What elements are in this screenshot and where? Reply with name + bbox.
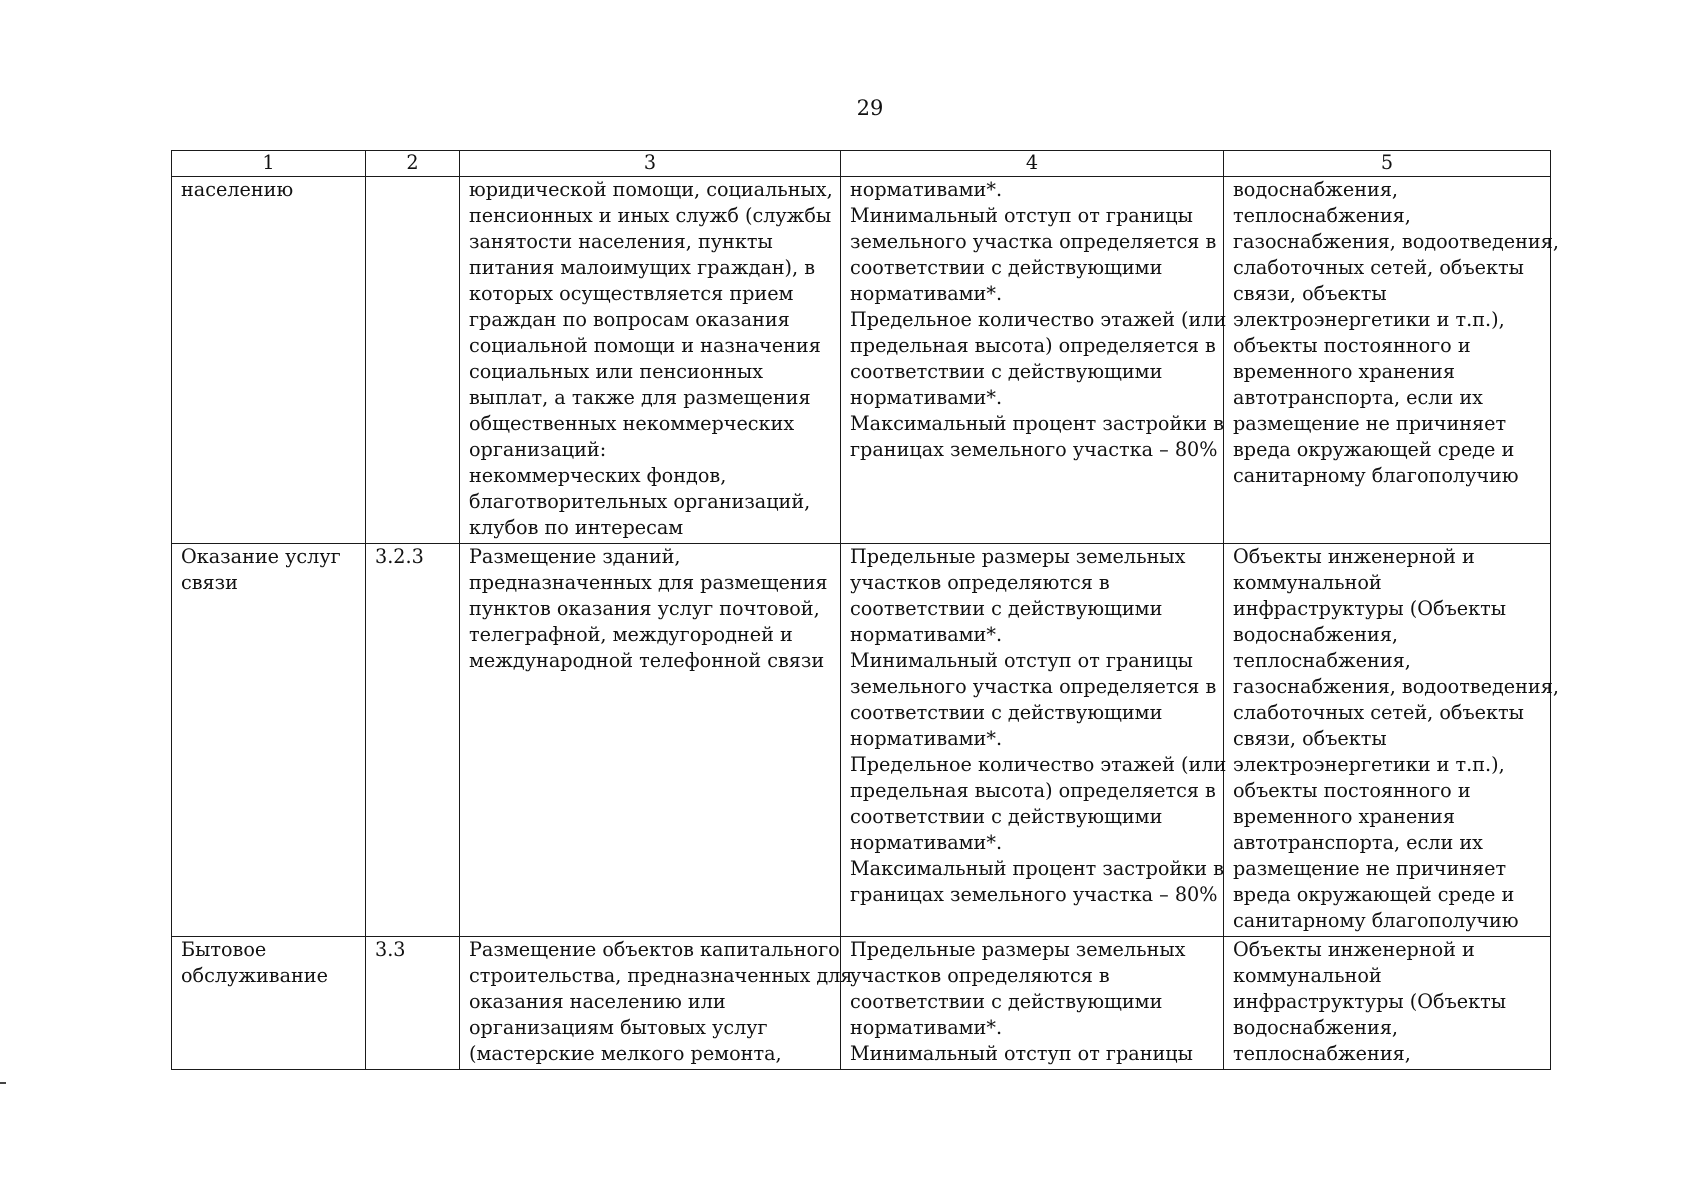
cell-text-line: предельная высота) определяется в <box>850 334 1216 357</box>
cell-text-line: питания малоимущих граждан), в <box>469 256 816 279</box>
cell-text-line: земельного участка определяется в <box>850 675 1217 698</box>
cell-text-line: инфраструктуры (Объекты <box>1233 597 1507 620</box>
cell-land-use-type <box>172 937 366 1070</box>
cell-text-line: пунктов оказания услуг почтовой, <box>469 597 820 620</box>
cell-text-line: Объекты инженерной и <box>1233 938 1475 961</box>
cell-text-line: организаций: <box>469 438 607 461</box>
page-number: 29 <box>856 96 884 120</box>
cell-text-line: 3.2.3 <box>375 545 424 568</box>
cell-text-line: организациям бытовых услуг <box>469 1016 768 1039</box>
cell-text-line: Минимальный отступ от границы <box>850 649 1193 672</box>
cell-code <box>366 544 460 937</box>
cell-text-line: временного хранения <box>1233 805 1455 828</box>
cell-text-line: санитарному благополучию <box>1233 909 1519 932</box>
cell-text-line: теплоснабжения, <box>1233 649 1411 672</box>
cell-text-line: обслуживание <box>181 964 328 987</box>
cell-text-line: Размещение зданий, <box>469 545 681 568</box>
cell-text-line: Минимальный отступ от границы <box>850 204 1193 227</box>
cell-text-line: Оказание услуг <box>181 545 341 568</box>
cell-text-line: санитарному благополучию <box>1233 464 1519 487</box>
cell-text-line: автотранспорта, если их <box>1233 831 1483 854</box>
cell-text-line: клубов по интересам <box>469 516 684 539</box>
cell-text-line: нормативами*. <box>850 386 1003 409</box>
cell-text-line: водоснабжения, <box>1233 178 1399 201</box>
cell-text-line: благотворительных организаций, <box>469 490 811 513</box>
cell-text-line: предельная высота) определяется в <box>850 779 1216 802</box>
cell-description <box>460 177 841 544</box>
cell-text-line: связи <box>181 571 238 594</box>
cell-text-line: Максимальный процент застройки в <box>850 412 1224 435</box>
cell-text-line: социальных или пенсионных <box>469 360 764 383</box>
cell-text-line: нормативами*. <box>850 282 1003 305</box>
cell-text-line: газоснабжения, водоотведения, <box>1233 230 1559 253</box>
cell-text-line: нормативами*. <box>850 623 1003 646</box>
cell-text-line: электроэнергетики и т.п.), <box>1233 753 1505 776</box>
cell-text-line: границах земельного участка – 80% <box>850 438 1218 461</box>
cell-text-line: телеграфной, междугородней и <box>469 623 793 646</box>
cell-text-line: вреда окружающей среде и <box>1233 438 1515 461</box>
cell-text-line: пенсионных и иных служб (службы <box>469 204 832 227</box>
column-header-3: 3 <box>460 151 841 177</box>
cell-description <box>460 937 853 1070</box>
cell-text-line: теплоснабжения, <box>1233 1042 1411 1065</box>
cell-land-use-type <box>172 177 366 544</box>
cell-land-use-type <box>172 544 366 937</box>
cell-text-line: международной телефонной связи <box>469 649 825 672</box>
cell-text-line: Предельные размеры земельных <box>850 938 1186 961</box>
cell-parameters <box>841 937 1224 1070</box>
scan-margin-mark <box>0 1082 6 1084</box>
cell-text-line: соответствии с действующими <box>850 597 1163 620</box>
cell-text-line: размещение не причиняет <box>1233 412 1507 435</box>
cell-code <box>366 937 460 1070</box>
table-row <box>172 937 1551 1070</box>
cell-text-line: участков определяются в <box>850 571 1110 594</box>
cell-text-line: социальной помощи и назначения <box>469 334 821 357</box>
cell-text-line: соответствии с действующими <box>850 256 1163 279</box>
cell-text-line: границах земельного участка – 80% <box>850 883 1218 906</box>
cell-text-line: граждан по вопросам оказания <box>469 308 790 331</box>
cell-auxiliary-objects <box>1224 937 1551 1070</box>
cell-text-line: 3.3 <box>375 938 406 961</box>
cell-text-line: автотранспорта, если их <box>1233 386 1483 409</box>
cell-text-line: Предельные размеры земельных <box>850 545 1186 568</box>
table-row <box>172 544 1551 937</box>
cell-text-line: Предельное количество этажей (или <box>850 308 1227 331</box>
cell-text-line: объекты постоянного и <box>1233 334 1471 357</box>
cell-text-line: нормативами*. <box>850 1016 1003 1039</box>
cell-text-line: (мастерские мелкого ремонта, <box>469 1042 782 1065</box>
cell-text-line: слаботочных сетей, объекты <box>1233 256 1524 279</box>
cell-description <box>460 544 841 937</box>
cell-text-line: соответствии с действующими <box>850 360 1163 383</box>
cell-text-line: Минимальный отступ от границы <box>850 1042 1193 1065</box>
cell-text-line: нормативами*. <box>850 831 1003 854</box>
cell-text-line: которых осуществляется прием <box>469 282 794 305</box>
cell-text-line: соответствии с действующими <box>850 990 1163 1013</box>
cell-text-line: населению <box>181 178 294 201</box>
column-header-4: 4 <box>841 151 1224 177</box>
cell-text-line: строительства, предназначенных для <box>469 964 853 987</box>
column-header-1: 1 <box>172 151 366 177</box>
column-header-5: 5 <box>1224 151 1551 177</box>
cell-parameters <box>841 544 1227 937</box>
cell-text-line: общественных некоммерческих <box>469 412 795 435</box>
cell-text-line: нормативами*. <box>850 727 1003 750</box>
cell-text-line: вреда окружающей среде и <box>1233 883 1515 906</box>
cell-text-line: Размещение объектов капитального <box>469 938 840 961</box>
column-header-2: 2 <box>366 151 460 177</box>
cell-text-line: участков определяются в <box>850 964 1110 987</box>
cell-text-line: Предельное количество этажей (или <box>850 753 1227 776</box>
cell-text-line: земельного участка определяется в <box>850 230 1217 253</box>
cell-text-line: связи, объекты <box>1233 282 1387 305</box>
cell-code <box>366 177 460 544</box>
cell-text-line: нормативами*. <box>850 178 1003 201</box>
cell-text-line: соответствии с действующими <box>850 805 1163 828</box>
cell-text-line: юридической помощи, социальных, <box>469 178 833 201</box>
cell-text-line: объекты постоянного и <box>1233 779 1471 802</box>
cell-text-line: коммунальной <box>1233 571 1382 594</box>
cell-text-line: некоммерческих фондов, <box>469 464 727 487</box>
cell-text-line: оказания населению или <box>469 990 726 1013</box>
cell-text-line: Объекты инженерной и <box>1233 545 1475 568</box>
land-use-table <box>171 150 1559 1070</box>
cell-auxiliary-objects <box>1224 544 1559 937</box>
table-row <box>172 177 1551 544</box>
cell-text-line: газоснабжения, водоотведения, <box>1233 675 1559 698</box>
cell-text-line: водоснабжения, <box>1233 1016 1399 1039</box>
cell-text-line: коммунальной <box>1233 964 1382 987</box>
cell-text-line: временного хранения <box>1233 360 1455 383</box>
cell-text-line: электроэнергетики и т.п.), <box>1233 308 1505 331</box>
cell-text-line: выплат, а также для размещения <box>469 386 811 409</box>
cell-text-line: занятости населения, пункты <box>469 230 773 253</box>
cell-text-line: слаботочных сетей, объекты <box>1233 701 1524 724</box>
cell-text-line: водоснабжения, <box>1233 623 1399 646</box>
cell-text-line: инфраструктуры (Объекты <box>1233 990 1507 1013</box>
cell-text-line: связи, объекты <box>1233 727 1387 750</box>
cell-auxiliary-objects <box>1224 177 1559 544</box>
table-header-row <box>172 151 1551 177</box>
cell-parameters <box>841 177 1227 544</box>
cell-text-line: теплоснабжения, <box>1233 204 1411 227</box>
cell-text-line: размещение не причиняет <box>1233 857 1507 880</box>
cell-text-line: предназначенных для размещения <box>469 571 828 594</box>
cell-text-line: соответствии с действующими <box>850 701 1163 724</box>
cell-text-line: Максимальный процент застройки в <box>850 857 1224 880</box>
cell-text-line: Бытовое <box>181 938 267 961</box>
